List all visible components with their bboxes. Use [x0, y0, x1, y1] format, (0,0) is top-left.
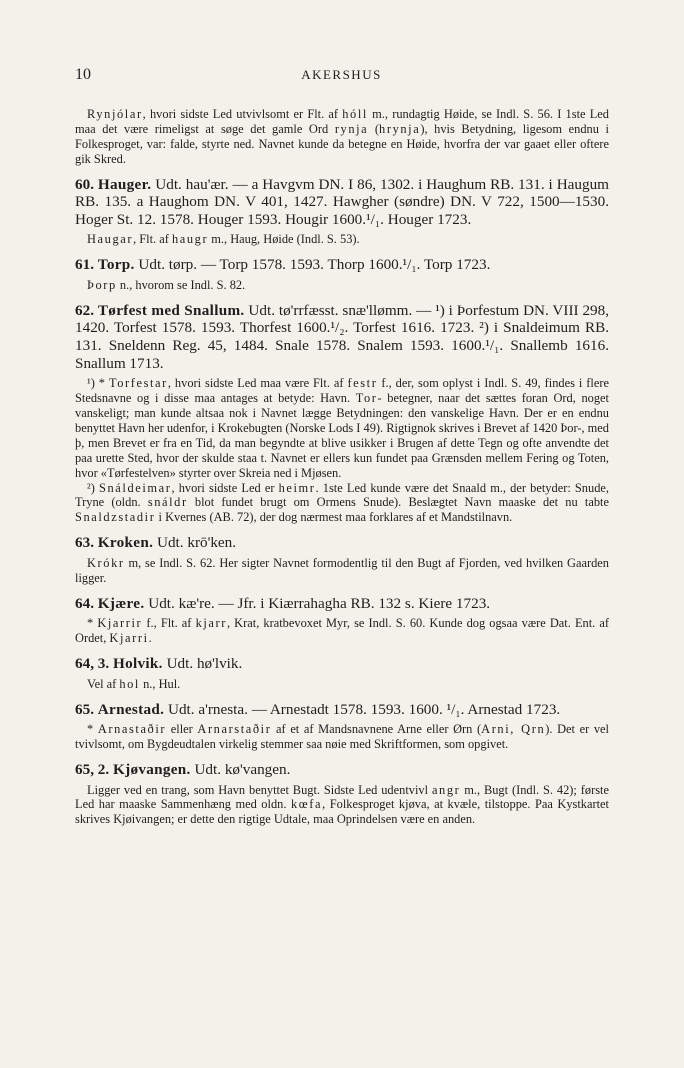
- spaced-word: kœfa: [290, 797, 323, 812]
- spaced-word: heimr: [278, 480, 316, 495]
- entry-text: Udt. tø'rrfæsst. snæ'llømm. — ¹) i Þorfestum DN. VIII 298, 1420. Torfest 1578. 1593. Thorfest 1600.¹/₂. Torfest 1616. 1723. ²) i Snaldeimum RB. 131. Sneldenn Reg. 45, 1484. Snale 1578. Snalem 1593. 1600.¹/₁. Snallemb 1616. Snallum 1713.: [75, 301, 610, 372]
- spaced-word: Tor: [355, 391, 378, 406]
- text-run: *: [87, 722, 98, 737]
- text-run: eller: [166, 722, 198, 737]
- entry-number: 63.: [75, 534, 94, 552]
- spaced-word: Arnastaðir: [97, 722, 167, 737]
- spaced-word: festr: [347, 376, 378, 391]
- text-run: . 1ste Led kunde være det Snaald m., der betyder: Snude, Tryne (oldn.: [75, 480, 609, 510]
- entry-64-3-heading: [75, 655, 609, 673]
- spaced-word: haugr: [171, 232, 209, 247]
- entry-number: 60.: [75, 175, 94, 193]
- text-run: ¹) *: [87, 376, 109, 391]
- entry-name: Kjære.: [97, 594, 145, 612]
- text-run: , Flt. af: [133, 232, 172, 247]
- entry-number: 64.: [75, 594, 94, 612]
- entry-64-heading: [75, 595, 609, 613]
- entry-name: Tørfest med Snallum.: [97, 301, 245, 319]
- entry-text: Udt. tørp. — Torp 1578. 1593. Thorp 1600.¹/₁. Torp 1723.: [134, 256, 491, 274]
- page-header: [75, 66, 608, 90]
- spaced-word: angr: [431, 782, 461, 797]
- entry-text: Udt. kø'vangen.: [190, 760, 291, 778]
- spaced-word: rynja: [334, 121, 369, 136]
- spaced-word: Kjarri: [109, 631, 149, 646]
- text-run: m, se Indl. S. 62. Her sigter Navnet formodentlig til den Bugt af Fjorden, ved hvilken Gaarden ligger.: [75, 555, 609, 585]
- text-run: .: [148, 631, 152, 646]
- page-number: 10: [75, 66, 91, 83]
- spaced-word: hóll: [342, 107, 368, 121]
- entry-65-note: [75, 722, 609, 752]
- entry-number: 61.: [75, 256, 94, 274]
- entry-name: Holvik.: [112, 655, 163, 673]
- spaced-word: Kjarrir: [97, 616, 143, 631]
- entry-number: 65.: [75, 700, 94, 718]
- text-run: (: [368, 121, 380, 136]
- text-run: ). Det er vel tvivlsomt, om Bygdeudtalen virkelig stemmer saa nøie med Skriftformen, som opgivet.: [75, 722, 610, 752]
- entry-65-2-note: [75, 783, 609, 828]
- entry-number: 62.: [75, 301, 94, 319]
- entry-61-heading: [75, 256, 609, 274]
- spaced-word: hol: [119, 676, 140, 691]
- text-run: ²): [87, 480, 100, 495]
- entry-text: Udt. hau'ær. — a Havgvm DN. I 86, 1302. i Haughum RB. 131. i Haugum RB. 135. a Haughom DN. V 401, 1427. Hawgher (søndre) DN. V 722, 1500—1530. Hoger St. 12. 1578. Houger 1593. Hougir 1600.¹/₁. Houger 1723.: [75, 175, 609, 228]
- text-run: , hvori sidste Led maa være Flt. af: [167, 376, 348, 391]
- text-run: , hvori sidste Led er: [171, 480, 279, 495]
- text-run: *: [87, 616, 98, 631]
- spaced-word: snáldr: [147, 495, 188, 510]
- entry-name: Hauger.: [97, 175, 152, 193]
- text-run: f., der, som oplyst i Indl. S. 49, findes i flere Stedsnavne og i disse maa antages at betyde: Havn.: [75, 376, 609, 406]
- paragraph-rynjolar: [75, 107, 609, 167]
- entry-65-heading: [75, 701, 609, 719]
- text-run: Ligger ved en trang, som Havn benyttet Bugt. Sidste Led udentvivl: [87, 782, 432, 797]
- spaced-word: Krókr: [87, 555, 125, 570]
- entry-62-footnote-2: [75, 481, 609, 526]
- text-run: blot fundet brugt om Ormens Snude). Beslægtet Navn maaske det nu tabte: [187, 495, 609, 510]
- spaced-word: Þorp: [87, 277, 117, 292]
- text-run: m., rundagtig Høide, se Indl. S. 56. I 1ste Led maa det være rimeligst at søge det gamle Ord: [75, 107, 609, 136]
- text-run: - betegner, naar det sættes foran Ord, noget vanskeligt; man kunde altsaa nok i Navnet lægge Betydningen: den vanskelige Havn. Der er en endnu benyttet Havn her udenfor, i Krokebugten (Norske Lods I 49). Rigtignok skrives i Brevet af 1420 Þor-, med þ, men Brevet er fra en Tid, da man begyndte at blive usikker i Brugen af dette Tegn og ofte anvendte det paa urette Sted, hvor der skulde staa t. Navnet er ellers kun fundet paa Grænsden mellem Fering og Toten, hvor «Tørfestelven» styrter over Skreia ned i Mjøsen.: [75, 391, 610, 480]
- spaced-word: Torfestar: [108, 376, 168, 391]
- entry-text: Udt. hø'lvik.: [162, 655, 243, 673]
- text-run: ), hvis Betydning, ligesom endnu i Folkesproget, var: falde, styrte ned. Navnet kunde da betegne en Høide, hvorfra der var gaaet eller oftere gik Skred.: [75, 121, 609, 166]
- text-run: m., Bugt (Indl. S. 42); første Led har maaske Sammenhæng med oldn.: [75, 782, 609, 812]
- spaced-word: Rynjólar: [87, 107, 143, 121]
- text-run: n., Hul.: [139, 676, 181, 691]
- page-content: [75, 107, 609, 827]
- text-run: , Folkesproget kjøva, at kvæle, tilstoppe. Paa Kystkartet skrives Kjøivangen; er dette den rigtige Udtale, maa Oprindelsen være en anden.: [75, 797, 609, 827]
- entry-61-note: [75, 278, 609, 293]
- spaced-word: Arni, Qrn: [481, 722, 546, 737]
- entry-64-3-note: [75, 677, 609, 692]
- entry-number: 64, 3.: [75, 655, 110, 673]
- text-run: Vel af: [87, 676, 120, 691]
- running-head: AKERSHUS: [301, 67, 382, 82]
- text-run: , hvori sidste Led utvivlsomt er Flt. af: [142, 107, 343, 121]
- entry-65-2-heading: [75, 761, 609, 779]
- spaced-word: Arnarstaðir: [197, 722, 272, 737]
- spaced-word: Snáldeimar: [99, 480, 172, 495]
- entry-60-note: [75, 232, 609, 247]
- entry-name: Arnestad.: [97, 700, 165, 718]
- spaced-word: hrynja: [379, 121, 421, 136]
- entry-name: Kjøvangen.: [112, 760, 191, 778]
- spaced-word: Snaldzstadir: [75, 510, 156, 525]
- entry-62-footnote-1: [75, 376, 609, 480]
- entry-63-note: [75, 556, 609, 586]
- entry-name: Kroken.: [97, 534, 154, 552]
- text-run: i Kvernes (AB. 72), der dog nærmest maa forklares af et Mandstilnavn.: [155, 510, 513, 525]
- entry-60-heading: [75, 176, 609, 229]
- text-run: m., Haug, Høide (Indl. S. 53).: [208, 232, 360, 247]
- entry-text: Udt. krō'ken.: [153, 534, 237, 552]
- text-run: af et af Mandsnavnene Arne eller Ørn (: [271, 722, 482, 737]
- spaced-word: kjarr: [195, 616, 227, 631]
- text-run: f., Flt. af: [142, 616, 196, 631]
- entry-number: 65, 2.: [75, 760, 110, 778]
- entry-63-heading: [75, 534, 609, 552]
- entry-name: Torp.: [97, 256, 135, 274]
- text-run: , Krat, kratbevoxet Myr, se Indl. S. 60. Kunde dog ogsaa være Dat. Ent. af Ordet,: [75, 616, 609, 646]
- entry-text: Udt. a'rnesta. — Arnestadt 1578. 1593. 1600. ¹/₁. Arnestad 1723.: [164, 700, 561, 718]
- entry-text: Udt. kæ're. — Jfr. i Kiærrahagha RB. 132 s. Kiere 1723.: [144, 594, 491, 612]
- text-run: n., hvorom se Indl. S. 82.: [116, 277, 246, 292]
- entry-64-note: [75, 616, 609, 646]
- spaced-word: Haugar: [87, 232, 134, 247]
- entry-62-heading: [75, 302, 609, 372]
